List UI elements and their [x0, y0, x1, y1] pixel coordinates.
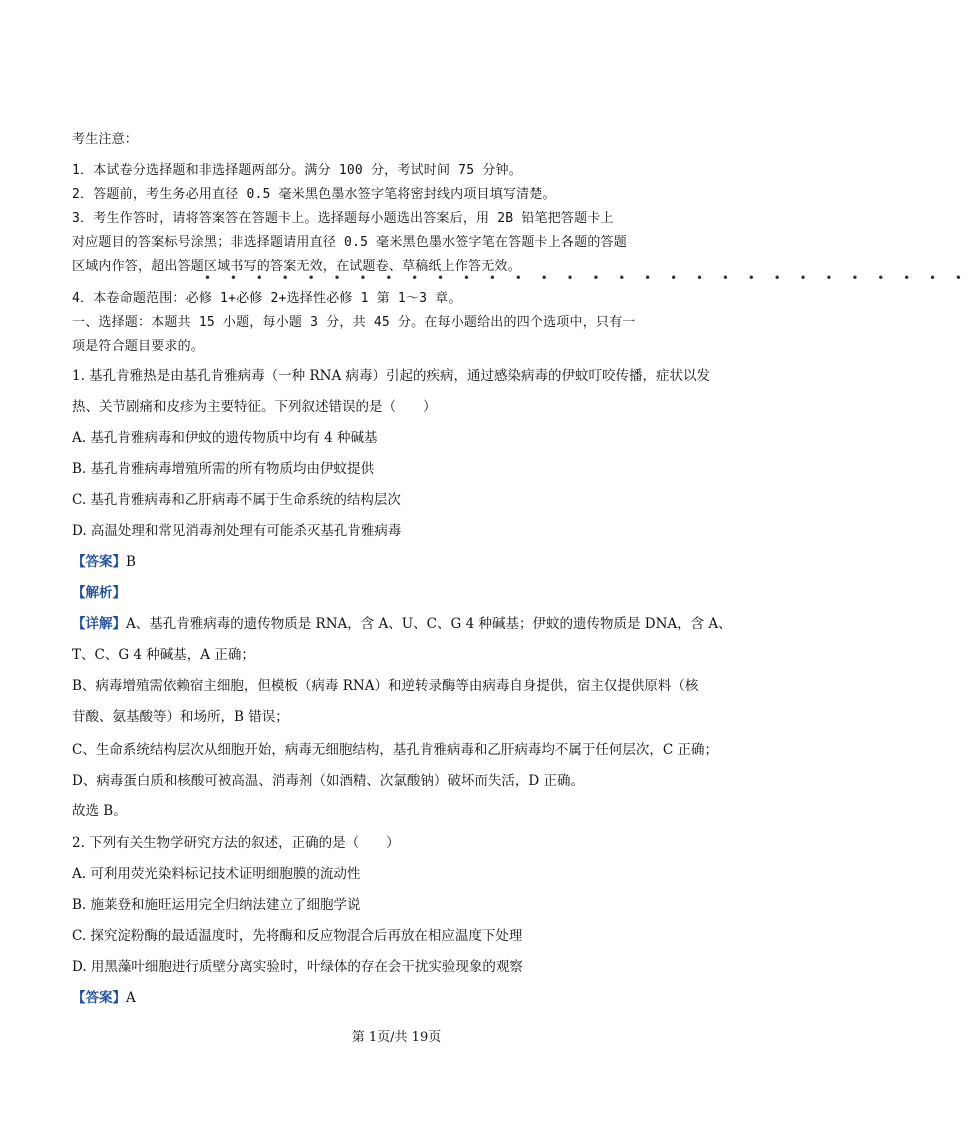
detail-tag: 【详解】 — [72, 616, 126, 632]
answer-value: A — [126, 990, 136, 1006]
notice-item-3: 3．考生作答时，请将答案答在答题卡上。选择题每小题选出答案后，用 2B 铅笔把答题卡上 — [72, 211, 614, 226]
section-heading-line-1: 一、选择题：本题共 15 小题，每小题 3 分，共 45 分。在每小题给出的四个选项中，只有一 — [72, 315, 636, 330]
q1-option-d: D. 高温处理和常见消毒剂处理有可能杀灭基孔肯雅病毒 — [72, 523, 402, 539]
answer-value: B — [126, 554, 136, 570]
q1-detail-line-2: T、C、G 4 种碱基，A 正确； — [72, 647, 255, 663]
notice-item-1: 1．本试卷分选择题和非选择题两部分。满分 100 分，考试时间 75 分钟。 — [72, 163, 522, 178]
q1-detail-line-6: D、病毒蛋白质和核酸可被高温、消毒剂（如酒精、次氯酸钠）破坏而失活，D 正确。 — [72, 773, 584, 789]
detail-text: A、基孔肯雅病毒的遗传物质是 RNA，含 A、U、C、G 4 种碱基；伊蚊的遗传物质是 DNA，含 A、 — [126, 616, 732, 632]
q2-stem: 2. 下列有关生物学研究方法的叙述，正确的是（ ） — [72, 835, 400, 851]
q1-stem-line-1: 1. 基孔肯雅热是由基孔肯雅病毒（一种 RNA 病毒）引起的疾病，通过感染病毒的伊蚊叮咬传播，症状以发 — [72, 368, 710, 384]
q1-analysis — [72, 584, 126, 602]
q2-answer — [72, 989, 136, 1007]
notice-title: 考生注意： — [72, 132, 139, 147]
q1-conclusion: 故选 B。 — [72, 803, 127, 819]
q1-detail-line-4: 苷酸、氨基酸等）和场所，B 错误； — [72, 709, 289, 725]
answer-tag: 【答案】 — [72, 990, 126, 1006]
q1-option-c: C. 基孔肯雅病毒和乙肝病毒不属于生命系统的结构层次 — [72, 492, 401, 508]
q2-option-a: A. 可利用荧光染料标记技术证明细胞膜的流动性 — [72, 866, 361, 882]
notice-item-3-cont-2: 区域内作答，超出答题区域书写的答案无效，在试题卷、草稿纸上作答无效。 — [72, 259, 521, 274]
q1-stem-line-2: 热、关节剧痛和皮疹为主要特征。下列叙述错误的是（ ） — [72, 399, 437, 415]
q1-answer — [72, 553, 136, 571]
q1-option-b: B. 基孔肯雅病毒增殖所需的所有物质均由伊蚊提供 — [72, 461, 375, 477]
section-heading-line-2: 项是符合题目要求的。 — [72, 339, 205, 354]
notice-item-3-cont-1: 对应题目的答案标号涂黑；非选择题请用直径 0.5 毫米黑色墨水签字笔在答题卡上各题的答题 — [72, 235, 627, 250]
dotted-seal-line: • • • • • • • • • • • • • • • • • • • • • • • • • • • • • • — [204, 271, 969, 285]
answer-tag: 【答案】 — [72, 554, 126, 570]
notice-item-4: 4．本卷命题范围：必修 1+必修 2+选择性必修 1 第 1～3 章。 — [72, 291, 462, 306]
q2-option-c: C. 探究淀粉酶的最适温度时，先将酶和反应物混合后再放在相应温度下处理 — [72, 928, 523, 944]
analysis-tag: 【解析】 — [72, 585, 126, 601]
q2-option-d: D. 用黑藻叶细胞进行质壁分离实验时，叶绿体的存在会干扰实验现象的观察 — [72, 959, 523, 975]
q2-option-b: B. 施莱登和施旺运用完全归纳法建立了细胞学说 — [72, 897, 361, 913]
notice-item-2: 2．答题前，考生务必用直径 0.5 毫米黑色墨水签字笔将密封线内项目填写清楚。 — [72, 187, 556, 202]
q1-detail-line-3: B、病毒增殖需依赖宿主细胞，但模板（病毒 RNA）和逆转录酶等由病毒自身提供，宿主仅提供原料（核 — [72, 678, 699, 694]
page-footer: 第 1页/共 19页 — [351, 1030, 442, 1045]
q1-option-a: A. 基孔肯雅病毒和伊蚊的遗传物质中均有 4 种碱基 — [72, 430, 378, 446]
q1-detail-line-5: C、生命系统结构层次从细胞开始，病毒无细胞结构，基孔肯雅病毒和乙肝病毒均不属于任何层次，C 正确； — [72, 742, 718, 758]
q1-detail-line-1 — [72, 615, 732, 633]
